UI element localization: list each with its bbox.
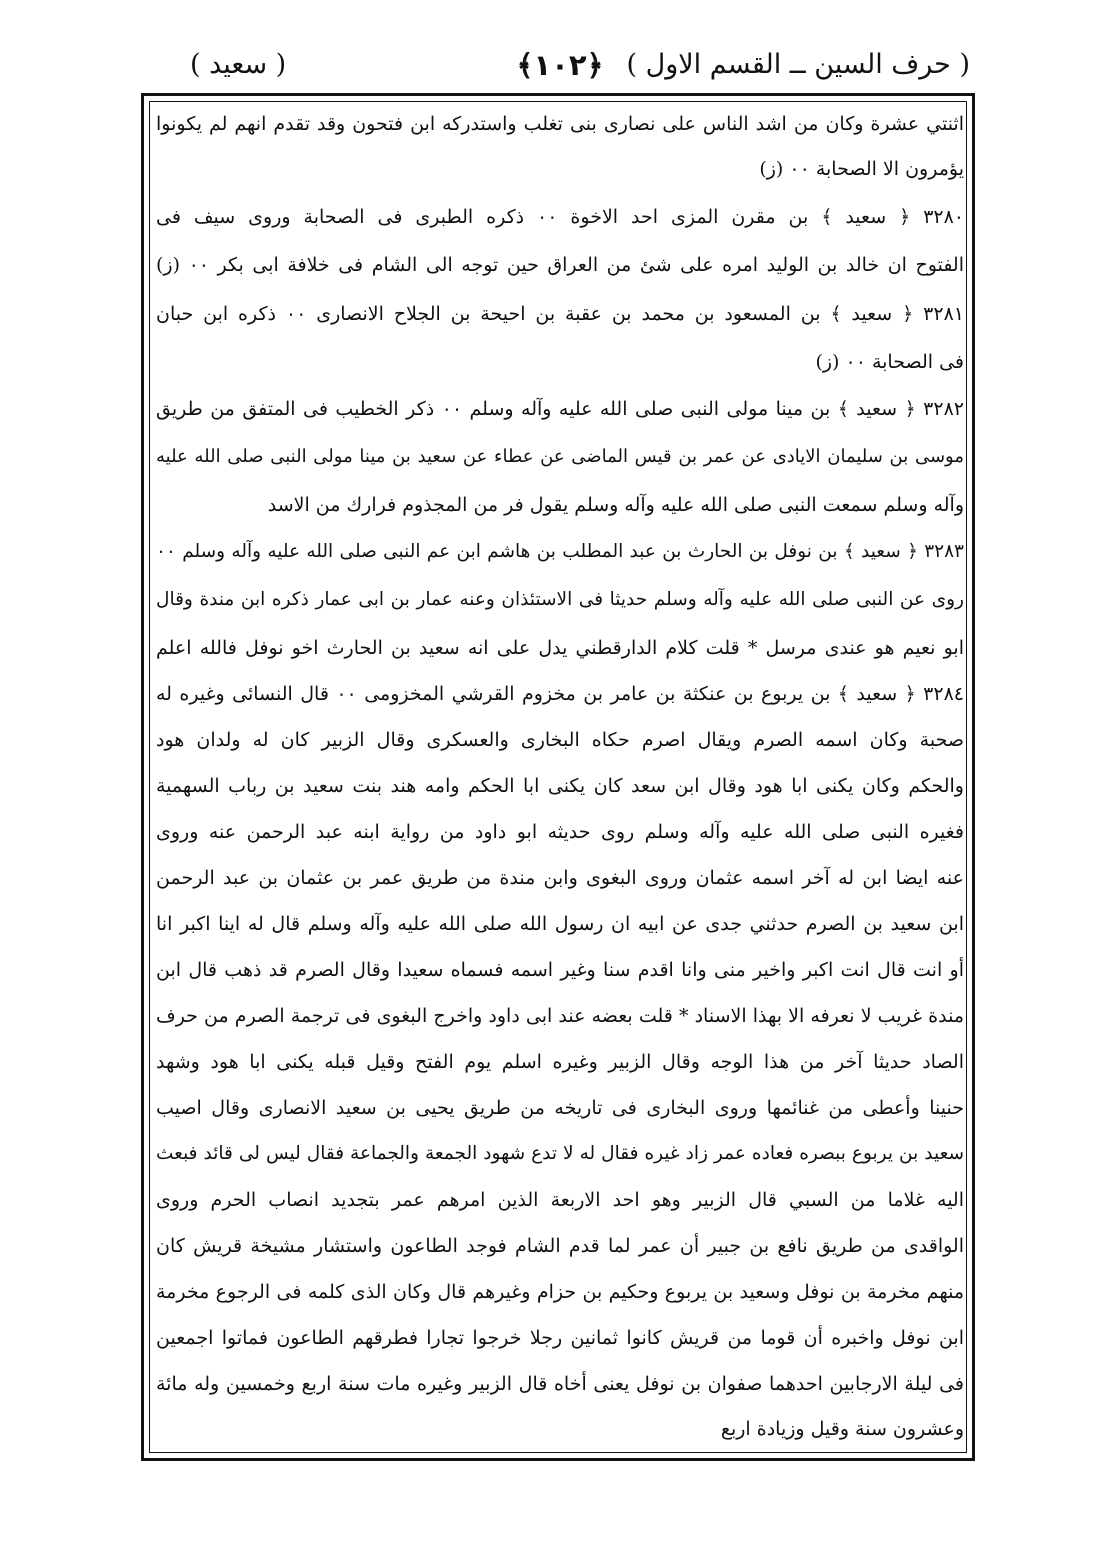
text-line: وآله وسلم سمعت النبى صلى الله عليه وآله وسلم يقول فر من المجذوم فرارك من الاسد bbox=[267, 494, 964, 516]
text-body bbox=[156, 106, 964, 1452]
entry-line-3284: ٣٢٨٤ ﴿ سعيد ﴾ بن يربوع بن عنكثة بن عامر بن مخزوم القرشي المخزومى ٠٠ قال النسائى وغيره له bbox=[156, 683, 964, 705]
text-line: الفتوح ان خالد بن الوليد امره على شئ من العراق حين توجه الى الشام فى خلافة ابى بكر ٠٠ (ز) bbox=[156, 254, 964, 276]
entry-line-3282: ٣٢٨٢ ﴿ سعيد ﴾ بن مينا مولى النبى صلى الله عليه وآله وسلم ٠٠ ذكر الخطيب فى المتفق من طريق bbox=[156, 398, 964, 420]
text-line: أو انت قال انت اكبر واخير منى وانا اقدم سنا وغير اسمه فسماه سعيدا وقال الصرم قد ذهب قال ابن bbox=[156, 959, 964, 981]
page-header bbox=[150, 40, 970, 90]
text-line: وعشرون سنة وقيل وزيادة اربع bbox=[720, 1418, 964, 1440]
text-line: سعيد بن يربوع ببصره فعاده عمر زاد غيره فقال له لا تدع شهود الجمعة والجماعة فقال ليس لى قائد فبعث bbox=[156, 1143, 964, 1164]
text-line: الصاد حديثا آخر من هذا الوجه وقال الزبير وغيره اسلم يوم الفتح وقيل قبله يكنى ابا هود وشهد bbox=[156, 1051, 964, 1073]
text-line: مندة غريب لا نعرفه الا بهذا الاسناد * قلت بعضه عند ابى داود واخرج البغوى فى ترجمة الصرم من حرف bbox=[156, 1005, 964, 1027]
entry-line-3283: ٣٢٨٣ ﴿ سعيد ﴾ بن نوفل بن الحارث بن عبد المطلب بن هاشم ابن عم النبى صلى الله عليه وآله وسلم ٠٠ bbox=[156, 541, 964, 562]
text-line: حنينا وأعطى من غنائمها وروى البخارى فى تاريخه من طريق يحيى بن سعيد الانصارى وقال اصيب bbox=[156, 1097, 964, 1119]
text-line: والحكم وكان يكنى ابا هود وقال ابن سعد كان يكنى ابا الحكم وامه هند بنت سعيد بن رباب السهمية bbox=[156, 775, 964, 797]
text-line: فى الصحابة ٠٠ (ز) bbox=[815, 351, 964, 373]
text-line: عنه ايضا ابن له آخر اسمه عثمان وروى البغوى وابن مندة من طريق عمر بن عثمان بن عبد الرحمن bbox=[156, 867, 964, 889]
text-line: اثنتي عشرة وكان من اشد الناس على نصارى بنى تغلب واستدركه ابن فتحون وقد تقدم انهم لم يكونوا bbox=[156, 113, 964, 135]
text-line: صحبة وكان اسمه الصرم ويقال اصرم حكاه البخارى والعسكرى وقال الزبير كان له ولدان هود bbox=[156, 729, 964, 751]
text-line: ابو نعيم هو عندى مرسل * قلت كلام الدارقطني يدل على انه سعيد بن الحارث اخو نوفل فالله اعلم bbox=[156, 637, 964, 659]
text-line: يؤمرون الا الصحابة ٠٠ (ز) bbox=[759, 158, 964, 180]
entry-heading: ( سعيد ) bbox=[190, 49, 287, 80]
section-heading: ( حرف السين ــ القسم الاول ) bbox=[626, 49, 970, 80]
text-line: اليه غلاما من السبي قال الزبير وهو احد الاربعة الذين امرهم عمر بتجديد انصاب الحرم وروى bbox=[156, 1189, 964, 1211]
entry-line-3281: ٣٢٨١ ﴿ سعيد ﴾ بن المسعود بن محمد بن عقبة بن احيحة بن الجلاح الانصارى ٠٠ ذكره ابن حبان bbox=[156, 303, 964, 325]
text-line: موسى بن سليمان الايادى عن عمر بن قيس الماضى عن عطاء عن سعيد بن مينا مولى النبى صلى الله عليه bbox=[156, 446, 964, 467]
text-line: روى عن النبى صلى الله عليه وآله وسلم حديثا فى الاستئذان وعنه عمار بن ابى عمار ذكره ابن مندة وقال bbox=[156, 589, 964, 610]
text-line: الواقدى من طريق نافع بن جبير أن عمر لما قدم الشام فوجد الطاعون واستشار مشيخة قريش كان bbox=[156, 1235, 964, 1257]
text-line: ابن نوفل واخبره أن قوما من قريش كانوا ثمانين رجلا خرجوا تجارا فطرقهم الطاعون فماتوا اجمعين bbox=[156, 1327, 964, 1349]
text-line: ابن سعيد بن الصرم حدثني جدى عن ابيه ان رسول الله صلى الله عليه وآله وسلم قال له اينا اكبر انا bbox=[156, 913, 964, 935]
text-line: فى ليلة الارجابين احدهما صفوان بن نوفل يعنى أخاه قال الزبير وغيره مات سنة اربع وخمسين وله مائة bbox=[156, 1373, 964, 1395]
page-number: ﴿١٠٢﴾ bbox=[516, 48, 604, 82]
entry-line-3280: ٣٢٨٠ ﴿ سعيد ﴾ بن مقرن المزى احد الاخوة ٠٠ ذكره الطبرى فى الصحابة وروى سيف فى bbox=[156, 206, 964, 228]
text-line: فغيره النبى صلى الله عليه وآله وسلم روى حديثه ابو داود من رواية ابنه عبد الرحمن عنه وروى bbox=[156, 821, 964, 843]
text-line: منهم مخرمة بن نوفل وسعيد بن يربوع وحكيم بن حزام وغيرهم قال وكان الذى كلمه فى الرجوع مخرمة bbox=[156, 1281, 964, 1303]
